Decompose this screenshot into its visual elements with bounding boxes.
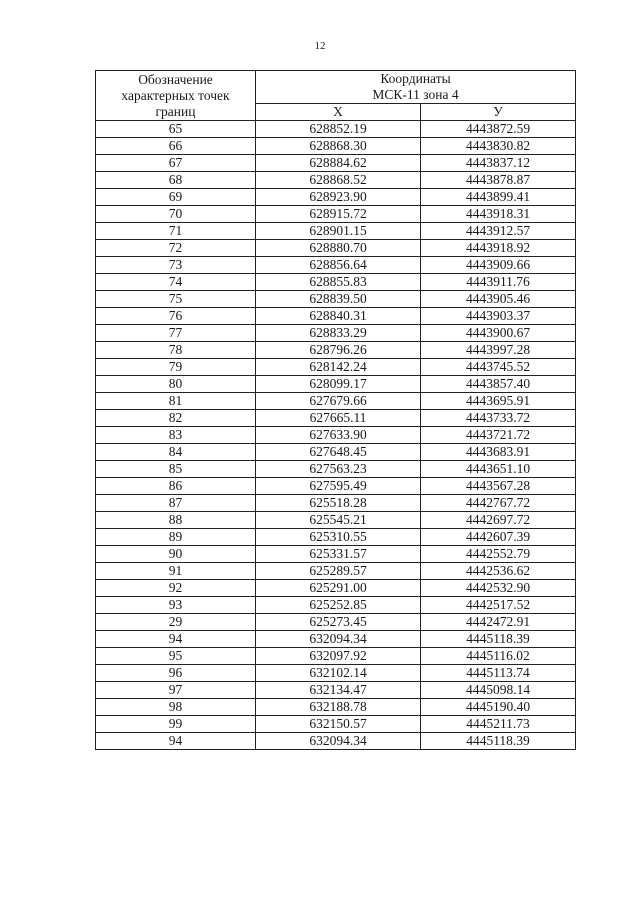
y-coordinate-cell: 4443900.67 bbox=[421, 325, 576, 342]
y-coordinate-cell: 4442536.62 bbox=[421, 563, 576, 580]
point-cell: 89 bbox=[96, 529, 256, 546]
table-row bbox=[96, 427, 576, 444]
x-coordinate-cell: 632094.34 bbox=[256, 631, 421, 648]
x-coordinate-cell: 627679.66 bbox=[256, 393, 421, 410]
table-row bbox=[96, 495, 576, 512]
table-row bbox=[96, 682, 576, 699]
point-cell: 74 bbox=[96, 274, 256, 291]
point-cell: 94 bbox=[96, 733, 256, 750]
coordinates-header bbox=[256, 71, 576, 104]
x-coordinate-cell: 632150.57 bbox=[256, 716, 421, 733]
point-cell: 88 bbox=[96, 512, 256, 529]
x-coordinate-cell: 632134.47 bbox=[256, 682, 421, 699]
table-row bbox=[96, 172, 576, 189]
point-cell: 69 bbox=[96, 189, 256, 206]
x-coordinate-cell: 627563.23 bbox=[256, 461, 421, 478]
table-row bbox=[96, 410, 576, 427]
point-cell: 91 bbox=[96, 563, 256, 580]
y-coordinate-cell: 4443567.28 bbox=[421, 478, 576, 495]
x-coordinate-cell: 632094.34 bbox=[256, 733, 421, 750]
point-cell: 67 bbox=[96, 155, 256, 172]
y-coordinate-cell: 4445211.73 bbox=[421, 716, 576, 733]
table-row bbox=[96, 614, 576, 631]
x-coordinate-cell: 628868.52 bbox=[256, 172, 421, 189]
point-cell: 80 bbox=[96, 376, 256, 393]
y-coordinate-cell: 4443872.59 bbox=[421, 121, 576, 138]
y-coordinate-cell: 4442767.72 bbox=[421, 495, 576, 512]
x-coordinate-cell: 628923.90 bbox=[256, 189, 421, 206]
table-row bbox=[96, 206, 576, 223]
table-row bbox=[96, 648, 576, 665]
table-row bbox=[96, 665, 576, 682]
y-coordinate-cell: 4445118.39 bbox=[421, 631, 576, 648]
x-coordinate-cell: 625291.00 bbox=[256, 580, 421, 597]
point-cell: 65 bbox=[96, 121, 256, 138]
x-column-header: X bbox=[256, 104, 421, 121]
table-row bbox=[96, 223, 576, 240]
y-coordinate-cell: 4442517.52 bbox=[421, 597, 576, 614]
table-row bbox=[96, 529, 576, 546]
point-cell: 98 bbox=[96, 699, 256, 716]
x-coordinate-cell: 627633.90 bbox=[256, 427, 421, 444]
y-coordinate-cell: 4443837.12 bbox=[421, 155, 576, 172]
x-coordinate-cell: 628839.50 bbox=[256, 291, 421, 308]
point-cell: 76 bbox=[96, 308, 256, 325]
x-coordinate-cell: 628901.15 bbox=[256, 223, 421, 240]
table-row bbox=[96, 376, 576, 393]
table-row bbox=[96, 138, 576, 155]
y-coordinate-cell: 4443683.91 bbox=[421, 444, 576, 461]
point-cell: 72 bbox=[96, 240, 256, 257]
point-cell: 79 bbox=[96, 359, 256, 376]
point-cell: 70 bbox=[96, 206, 256, 223]
y-coordinate-cell: 4443830.82 bbox=[421, 138, 576, 155]
table-row bbox=[96, 512, 576, 529]
table-row bbox=[96, 597, 576, 614]
table-row bbox=[96, 257, 576, 274]
table-row bbox=[96, 546, 576, 563]
table-row bbox=[96, 716, 576, 733]
coordinates-table bbox=[95, 70, 576, 750]
point-cell: 84 bbox=[96, 444, 256, 461]
table-row bbox=[96, 342, 576, 359]
x-coordinate-cell: 628852.19 bbox=[256, 121, 421, 138]
table-row bbox=[96, 733, 576, 750]
point-cell: 77 bbox=[96, 325, 256, 342]
y-coordinate-cell: 4442532.90 bbox=[421, 580, 576, 597]
point-cell: 66 bbox=[96, 138, 256, 155]
x-coordinate-cell: 625518.28 bbox=[256, 495, 421, 512]
y-coordinate-cell: 4443911.76 bbox=[421, 274, 576, 291]
x-coordinate-cell: 628868.30 bbox=[256, 138, 421, 155]
point-cell: 75 bbox=[96, 291, 256, 308]
table-row bbox=[96, 291, 576, 308]
coordinates-header-line2: МСК-11 зона 4 bbox=[372, 87, 459, 102]
point-cell: 81 bbox=[96, 393, 256, 410]
point-designation-header bbox=[96, 71, 256, 121]
y-coordinate-cell: 4442697.72 bbox=[421, 512, 576, 529]
point-cell: 90 bbox=[96, 546, 256, 563]
y-coordinate-cell: 4445118.39 bbox=[421, 733, 576, 750]
point-cell: 86 bbox=[96, 478, 256, 495]
table-row bbox=[96, 308, 576, 325]
y-coordinate-cell: 4443997.28 bbox=[421, 342, 576, 359]
point-cell: 78 bbox=[96, 342, 256, 359]
table-row bbox=[96, 393, 576, 410]
point-cell: 97 bbox=[96, 682, 256, 699]
table-row bbox=[96, 274, 576, 291]
x-coordinate-cell: 628840.31 bbox=[256, 308, 421, 325]
page-number: 12 bbox=[314, 40, 326, 52]
y-coordinate-cell: 4443721.72 bbox=[421, 427, 576, 444]
table-row bbox=[96, 699, 576, 716]
y-coordinate-cell: 4443745.52 bbox=[421, 359, 576, 376]
y-coordinate-cell: 4443918.92 bbox=[421, 240, 576, 257]
coordinates-header-line1: Координаты bbox=[380, 71, 451, 86]
table-row bbox=[96, 631, 576, 648]
point-cell: 82 bbox=[96, 410, 256, 427]
y-coordinate-cell: 4443899.41 bbox=[421, 189, 576, 206]
table-row bbox=[96, 155, 576, 172]
table-row bbox=[96, 325, 576, 342]
table-row bbox=[96, 580, 576, 597]
table-row bbox=[96, 359, 576, 376]
y-coordinate-cell: 4445113.74 bbox=[421, 665, 576, 682]
y-coordinate-cell: 4445116.02 bbox=[421, 648, 576, 665]
point-designation-header-line2: характерных точек bbox=[121, 87, 230, 103]
point-cell: 93 bbox=[96, 597, 256, 614]
y-coordinate-cell: 4443733.72 bbox=[421, 410, 576, 427]
table-row bbox=[96, 478, 576, 495]
y-coordinate-cell: 4443695.91 bbox=[421, 393, 576, 410]
point-cell: 94 bbox=[96, 631, 256, 648]
y-coordinate-cell: 4443903.37 bbox=[421, 308, 576, 325]
table-row bbox=[96, 461, 576, 478]
x-coordinate-cell: 632097.92 bbox=[256, 648, 421, 665]
y-coordinate-cell: 4443912.57 bbox=[421, 223, 576, 240]
y-column-header: У bbox=[421, 104, 576, 121]
point-cell: 83 bbox=[96, 427, 256, 444]
x-coordinate-cell: 625273.45 bbox=[256, 614, 421, 631]
point-designation-header-line1: Обозначение bbox=[138, 71, 213, 87]
x-coordinate-cell: 628856.64 bbox=[256, 257, 421, 274]
x-coordinate-cell: 625310.55 bbox=[256, 529, 421, 546]
y-coordinate-cell: 4445190.40 bbox=[421, 699, 576, 716]
x-coordinate-cell: 632188.78 bbox=[256, 699, 421, 716]
point-cell: 29 bbox=[96, 614, 256, 631]
point-cell: 68 bbox=[96, 172, 256, 189]
x-coordinate-cell: 628880.70 bbox=[256, 240, 421, 257]
table-row bbox=[96, 240, 576, 257]
header-row-top bbox=[96, 71, 576, 104]
point-cell: 92 bbox=[96, 580, 256, 597]
x-coordinate-cell: 627595.49 bbox=[256, 478, 421, 495]
point-cell: 85 bbox=[96, 461, 256, 478]
y-coordinate-cell: 4442472.91 bbox=[421, 614, 576, 631]
point-designation-header-line3: границ bbox=[155, 103, 196, 119]
x-coordinate-cell: 627648.45 bbox=[256, 444, 421, 461]
table-row bbox=[96, 121, 576, 138]
point-cell: 95 bbox=[96, 648, 256, 665]
point-cell: 87 bbox=[96, 495, 256, 512]
y-coordinate-cell: 4442552.79 bbox=[421, 546, 576, 563]
y-coordinate-cell: 4442607.39 bbox=[421, 529, 576, 546]
x-coordinate-cell: 628915.72 bbox=[256, 206, 421, 223]
point-cell: 73 bbox=[96, 257, 256, 274]
point-cell: 71 bbox=[96, 223, 256, 240]
y-coordinate-cell: 4443857.40 bbox=[421, 376, 576, 393]
x-coordinate-cell: 628884.62 bbox=[256, 155, 421, 172]
point-cell: 99 bbox=[96, 716, 256, 733]
table-row bbox=[96, 189, 576, 206]
table-header bbox=[96, 71, 576, 121]
x-coordinate-cell: 628833.29 bbox=[256, 325, 421, 342]
table-body bbox=[96, 121, 576, 750]
x-coordinate-cell: 628796.26 bbox=[256, 342, 421, 359]
y-coordinate-cell: 4443909.66 bbox=[421, 257, 576, 274]
y-coordinate-cell: 4445098.14 bbox=[421, 682, 576, 699]
x-coordinate-cell: 628142.24 bbox=[256, 359, 421, 376]
x-coordinate-cell: 628855.83 bbox=[256, 274, 421, 291]
y-coordinate-cell: 4443651.10 bbox=[421, 461, 576, 478]
x-coordinate-cell: 627665.11 bbox=[256, 410, 421, 427]
point-cell: 96 bbox=[96, 665, 256, 682]
x-coordinate-cell: 625545.21 bbox=[256, 512, 421, 529]
y-coordinate-cell: 4443918.31 bbox=[421, 206, 576, 223]
table-row bbox=[96, 444, 576, 461]
x-coordinate-cell: 625289.57 bbox=[256, 563, 421, 580]
x-coordinate-cell: 628099.17 bbox=[256, 376, 421, 393]
x-coordinate-cell: 625252.85 bbox=[256, 597, 421, 614]
y-coordinate-cell: 4443878.87 bbox=[421, 172, 576, 189]
table-row bbox=[96, 563, 576, 580]
x-coordinate-cell: 625331.57 bbox=[256, 546, 421, 563]
y-coordinate-cell: 4443905.46 bbox=[421, 291, 576, 308]
x-coordinate-cell: 632102.14 bbox=[256, 665, 421, 682]
